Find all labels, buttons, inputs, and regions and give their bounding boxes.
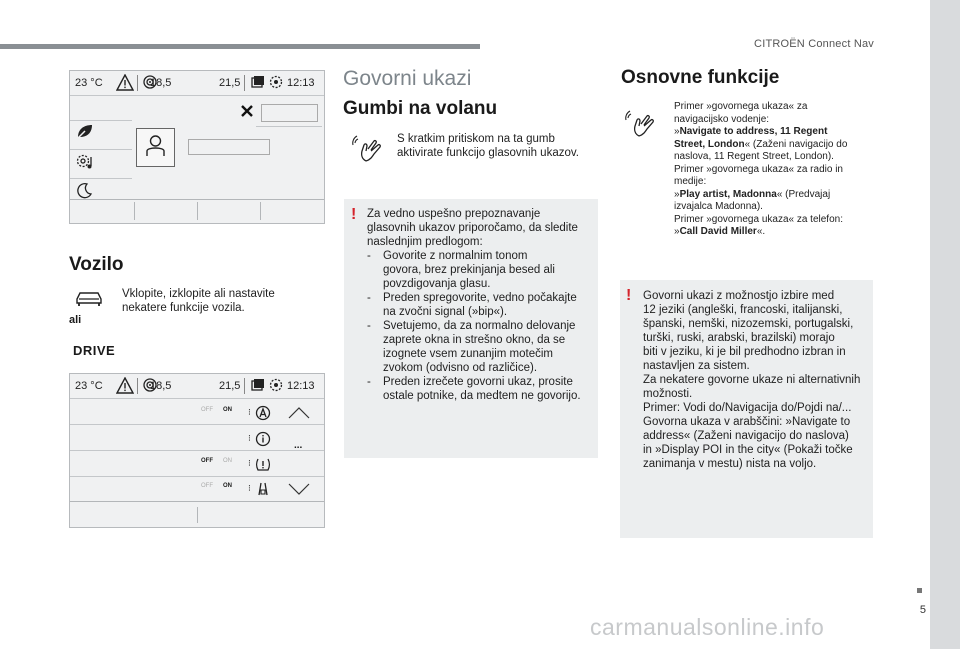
- profile-field[interactable]: [188, 139, 270, 155]
- toggle-on[interactable]: ON: [223, 483, 232, 489]
- note-line: Za nekatere govorne ukaze ni alternativnih: [643, 374, 861, 386]
- side-margin-bar: [930, 0, 960, 649]
- page-number: 5: [919, 604, 926, 616]
- warning-exclamation-icon: !: [351, 206, 357, 223]
- example-line: Primer »govornega ukaza« za: [674, 101, 808, 112]
- example-line: Primer »govornega ukaza« za radio in: [674, 163, 843, 175]
- example-text: «.: [756, 226, 766, 237]
- left-temp-value: 18,5: [150, 77, 172, 89]
- tip-line: Preden spregovorite, vedno počakajte: [383, 292, 577, 304]
- status-bar: [70, 71, 324, 96]
- clock: 12:13: [287, 380, 315, 392]
- screen-vehicle-functions: [69, 373, 325, 528]
- voice-command-examples: [674, 101, 874, 239]
- toggle-on[interactable]: ON: [223, 407, 232, 413]
- chevron-down-icon[interactable]: [288, 483, 310, 495]
- row-divider: [70, 450, 324, 451]
- right-temp-value: 21,5: [219, 380, 241, 392]
- note-line: španski, nemški, nizozemski, portugalski,: [643, 318, 854, 330]
- section-title-osnovne-funkcije: Osnovne funkcije: [621, 67, 780, 88]
- vozilo-text-line: nekatere funkcije vozila.: [122, 302, 245, 314]
- lane-assist-icon[interactable]: [255, 480, 271, 497]
- tips-intro: [367, 207, 595, 249]
- example-line: [674, 189, 874, 202]
- quote-mark: »: [674, 126, 680, 137]
- night-mode-icon[interactable]: [77, 182, 93, 199]
- command-navigate: Navigate to address, 11 Regent: [679, 126, 828, 137]
- languages-note-box: [620, 280, 873, 538]
- settings-audio-icon[interactable]: [75, 153, 97, 171]
- command-call: Call David Miller: [679, 226, 757, 237]
- example-line: [674, 126, 874, 139]
- page-marker: [917, 588, 922, 593]
- tips-list-item: - Govorite z normalnim tonom govora, brez prekinjanja besed ali povzdigovanja glasu.: [367, 250, 555, 290]
- tip-line: zaprete okna in strešno okno, da se: [383, 334, 566, 346]
- warning-exclamation-icon: !: [626, 287, 632, 304]
- tip-line: Svetujemo, da za normalno delovanje: [383, 320, 576, 332]
- connection-icon[interactable]: [268, 74, 284, 91]
- leaf-eco-icon[interactable]: [75, 123, 95, 140]
- govorni-description: [397, 132, 602, 160]
- toggle-off[interactable]: OFF: [201, 458, 213, 464]
- tips-list-item: - Preden izrečete govorni ukaz, prosite ostale potnike, da medtem ne govorijo.: [367, 376, 581, 402]
- personal-profile-button[interactable]: [136, 128, 175, 167]
- row-divider: [70, 120, 132, 121]
- info-icon[interactable]: [255, 431, 271, 447]
- more-indicator[interactable]: ...: [294, 440, 303, 451]
- example-line: Primer »govornega ukaza« za telefon:: [674, 213, 843, 225]
- tip-line: povzdigovanja glasu.: [383, 278, 491, 290]
- tab-divider: [197, 202, 198, 220]
- status-divider: [244, 75, 245, 91]
- clock: 12:13: [287, 77, 315, 89]
- bottom-bar-divider: [70, 501, 324, 502]
- note-line: nastavljen za sistem.: [643, 360, 750, 372]
- toggle-off[interactable]: OFF: [201, 407, 213, 413]
- note-line: 12 jeziki (angleški, francoski, italijanski,: [643, 304, 843, 316]
- phone-icon[interactable]: [250, 377, 266, 394]
- govorni-text-line: S kratkim pritiskom na ta gumb: [397, 133, 555, 145]
- tips-intro-line: naslednjim predlogom:: [367, 236, 483, 248]
- example-text: « (Zaženi navigacijo do: [744, 138, 848, 150]
- tips-note-box: [344, 199, 598, 458]
- example-line: izvajalca Madonna).: [674, 201, 763, 212]
- note-line: možnosti.: [643, 388, 693, 400]
- row-options-handle[interactable]: ⁝: [248, 458, 251, 468]
- tip-line: Preden izrečete govorni ukaz, prosite: [383, 376, 573, 388]
- status-divider: [244, 378, 245, 394]
- screen-settings: [69, 70, 325, 224]
- row-options-handle[interactable]: ⁝: [248, 433, 251, 443]
- note-line: in »Display POI in the city« (Pokaži točke: [643, 444, 853, 456]
- header-rule: [0, 44, 480, 49]
- tip-line: izognete vsem zunanjim motečim: [383, 348, 554, 360]
- toggle-off[interactable]: OFF: [201, 483, 213, 489]
- example-line: naslova, 11 Regent Street, London).: [674, 151, 834, 162]
- tab-divider: [197, 507, 198, 523]
- languages-note: [643, 289, 871, 471]
- row-options-handle[interactable]: ⁝: [248, 483, 251, 493]
- command-navigate: Street, London: [674, 138, 745, 150]
- row-divider: [256, 126, 322, 127]
- vozilo-text-line: Vklopite, izklopite ali nastavite: [122, 288, 275, 300]
- ali-label: ali: [69, 314, 82, 326]
- section-title-govorni-ukazi: Govorni ukazi: [343, 67, 472, 90]
- voice-command-hand-icon: [352, 135, 384, 165]
- example-line: medije:: [674, 176, 707, 187]
- section-title-vozilo: Vozilo: [69, 254, 124, 275]
- tips-intro-line: Za vedno uspešno prepoznavanje: [367, 208, 541, 220]
- car-icon: [73, 287, 105, 311]
- example-text: « (Predvajaj: [776, 188, 831, 200]
- example-line: navigacijsko vodenje:: [674, 113, 770, 125]
- note-line: address« (Zaženi navigacijo do naslova): [643, 430, 849, 442]
- tip-line: ostale potnike, da medtem ne govorijo.: [383, 390, 581, 402]
- row-options-handle[interactable]: ⁝: [248, 407, 251, 417]
- drive-label: DRIVE: [73, 343, 116, 358]
- vozilo-description: [122, 287, 332, 315]
- temperature: 23 °C: [75, 380, 103, 392]
- brand-label: CITROËN Connect Nav: [754, 38, 874, 50]
- quote-mark: »: [674, 226, 680, 237]
- example-line: [674, 139, 874, 152]
- tip-line: Govorite z normalnim tonom: [383, 250, 528, 262]
- tab-divider: [260, 202, 261, 220]
- row-divider: [70, 424, 324, 425]
- quote-mark: »: [674, 188, 680, 200]
- note-line: Govorna ukaza v arabščini: »Navigate to: [643, 416, 851, 428]
- left-temp-value: 18,5: [150, 380, 172, 392]
- tip-line: na zvočni signal (»bip«).: [383, 306, 508, 318]
- tips-intro-line: glasovnih ukazov priporočamo, da sledite: [367, 222, 578, 234]
- status-divider: [137, 75, 138, 91]
- note-line: Primer: Vodi do/Navigacija do/Pojdi na/...: [643, 402, 852, 414]
- subtitle-gumbi-na-volanu: Gumbi na volanu: [343, 98, 498, 119]
- person-icon: [137, 129, 174, 166]
- chevron-up-icon[interactable]: [288, 407, 310, 419]
- note-line: biti v jeziku, ki je bil predhodno izbran in: [643, 346, 846, 358]
- note-line: Govorni ukazi z možnostjo izbire med: [643, 290, 835, 302]
- tips-list: [367, 249, 597, 403]
- tip-line: govora, brez prekinjanja besed ali: [383, 264, 555, 276]
- tips-list-item: - Svetujemo, da za normalno delovanje zaprete okna in strešno okno, da se izognete vsem zunanjim motečim zvokom (odvisno od različice).: [367, 320, 576, 374]
- warning-icon[interactable]: [116, 377, 134, 394]
- bottom-bar-divider: [70, 199, 324, 200]
- tips-list-item: - Preden spregovorite, vedno počakajte na zvočni signal (»bip«).: [367, 292, 577, 318]
- row-divider: [70, 178, 132, 179]
- temperature: 23 °C: [75, 77, 103, 89]
- close-icon[interactable]: [240, 104, 254, 118]
- right-temp-value: 21,5: [219, 77, 241, 89]
- row-divider: [70, 476, 324, 477]
- tyre-warning-icon[interactable]: [255, 456, 271, 472]
- status-bar: [70, 374, 324, 399]
- status-divider: [137, 378, 138, 394]
- voice-command-hand-icon: [625, 110, 657, 140]
- phone-icon[interactable]: [250, 74, 266, 91]
- example-line: [674, 226, 874, 239]
- govorni-text-line: aktivirate funkcijo glasovnih ukazov.: [397, 147, 579, 159]
- note-line: zanimanja v mestu) nista na voljo.: [643, 458, 817, 470]
- row-divider: [70, 149, 132, 150]
- command-play: Play artist, Madonna: [679, 188, 777, 200]
- profile-name-field[interactable]: [261, 104, 318, 122]
- auto-headlight-icon[interactable]: [255, 405, 271, 421]
- warning-icon[interactable]: [116, 74, 134, 91]
- toggle-on[interactable]: ON: [223, 458, 232, 464]
- tip-line: zvokom (odvisno od različice).: [383, 362, 538, 374]
- note-line: turški, ruski, arabski, brazilski) morajo: [643, 332, 835, 344]
- connection-icon[interactable]: [268, 377, 284, 394]
- tab-divider: [134, 202, 135, 220]
- watermark: carmanualsonline.info: [590, 614, 825, 640]
